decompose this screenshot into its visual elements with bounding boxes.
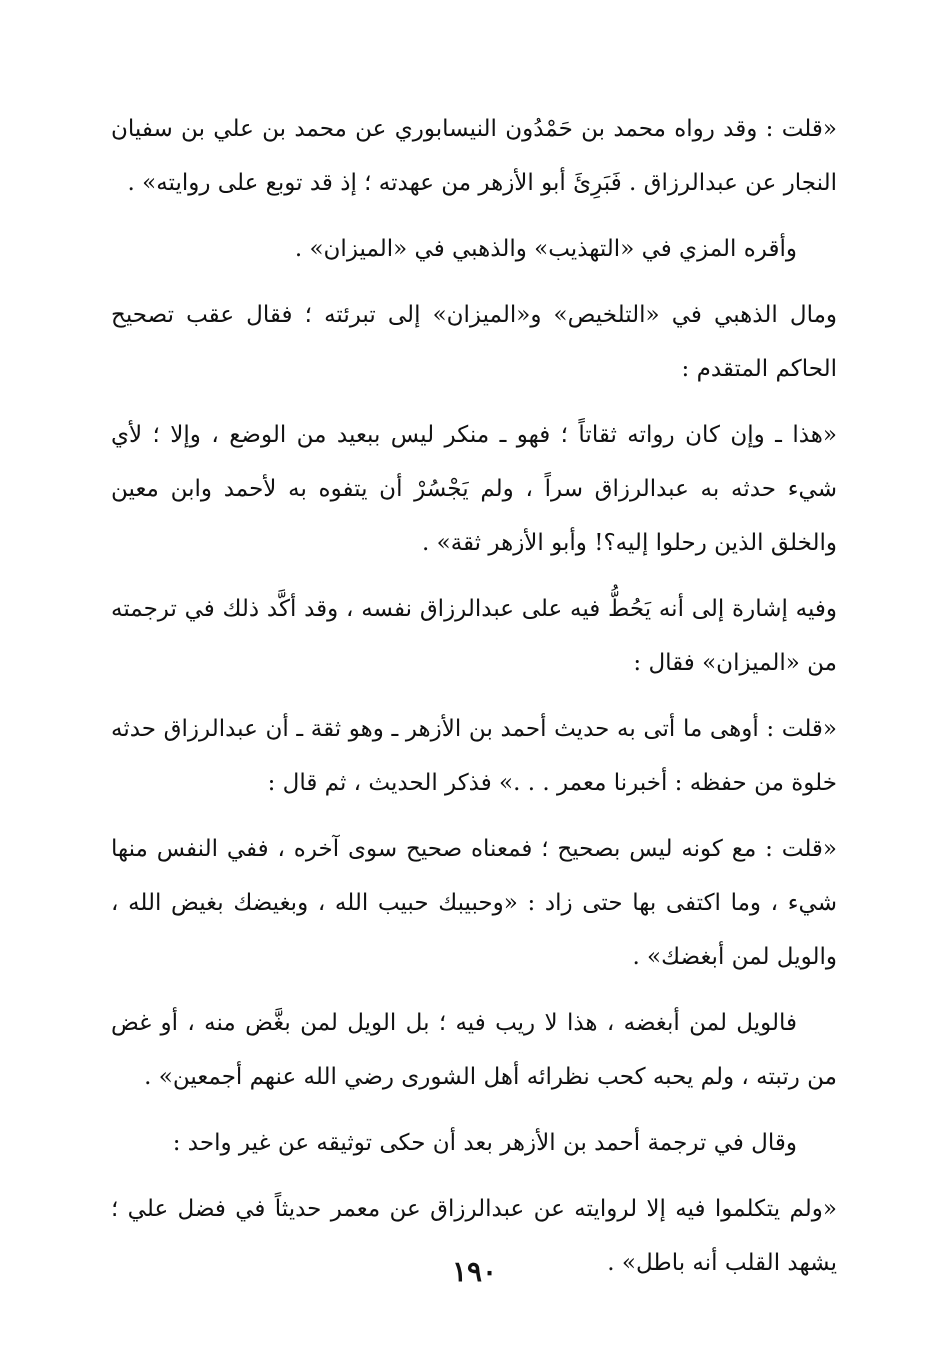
paragraph: فالويل لمن أبغضه ، هذا لا ريب فيه ؛ بل الويل لمن بغَّض منه ، أو غض من رتبته ، ولم يحبه كحب نظرائه أهل الشورى رضي الله عنهم أجمعين» . (111, 1010, 837, 1090)
paragraph: «قلت : مع كونه ليس بصحيح ؛ فمعناه صحيح سوى آخره ، ففي النفس منها شيء ، وما اكتفى بها حتى زاد : «وحبيبك حبيب الله ، وبغيضك بغيض الله ، والويل لمن أبغضك» . (111, 836, 837, 970)
paragraph: وفيه إشارة إلى أنه يَحُطُّ فيه على عبدالرزاق نفسه ، وقد أكَّد ذلك في ترجمته من «الميزان» فقال : (111, 596, 837, 676)
page-number: ١٩٠ (451, 1255, 498, 1288)
paragraph: وقال في ترجمة أحمد بن الأزهر بعد أن حكى توثيقه عن غير واحد : (172, 1130, 797, 1156)
paragraph: «قلت : وقد رواه محمد بن حَمْدُون النيسابوري عن محمد بن علي بن سفيان النجار عن عبدالرزاق . فَبَرِئَ أبو الأزهر من عهدته ؛ إذ قد توبع على روايته» . (111, 116, 837, 196)
paragraph: «هذا ـ وإن كان رواته ثقاتاً ؛ فهو ـ منكر ليس ببعيد من الوضع ، وإلا ؛ لأي شيء حدثه به عبدالرزاق سراً ، ولم يَجْسُرْ أن يتفوه به لأحمد وابن معين والخلق الذين رحلوا إليه؟! وأبو الأزهر ثقة» . (111, 422, 837, 556)
paragraph: «ولم يتكلموا فيه إلا لروايته عن عبدالرزاق عن معمر حديثاً في فضل علي ؛ يشهد القلب أنه باطل» . (111, 1196, 837, 1276)
paragraph: وأقره المزي في «التهذيب» والذهبي في «الميزان» . (294, 236, 797, 262)
paragraph: ومال الذهبي في «التلخيص» و«الميزان» إلى تبرئته ؛ فقال عقب تصحيح الحاكم المتقدم : (111, 302, 837, 382)
paragraph: «قلت : أوهى ما أتى به حديث أحمد بن الأزهر ـ وهو ثقة ـ أن عبدالرزاق حدثه خلوة من حفظه : أخبرنا معمر . . .» فذكر الحديث ، ثم قال : (111, 716, 837, 796)
page-body (111, 102, 837, 1302)
